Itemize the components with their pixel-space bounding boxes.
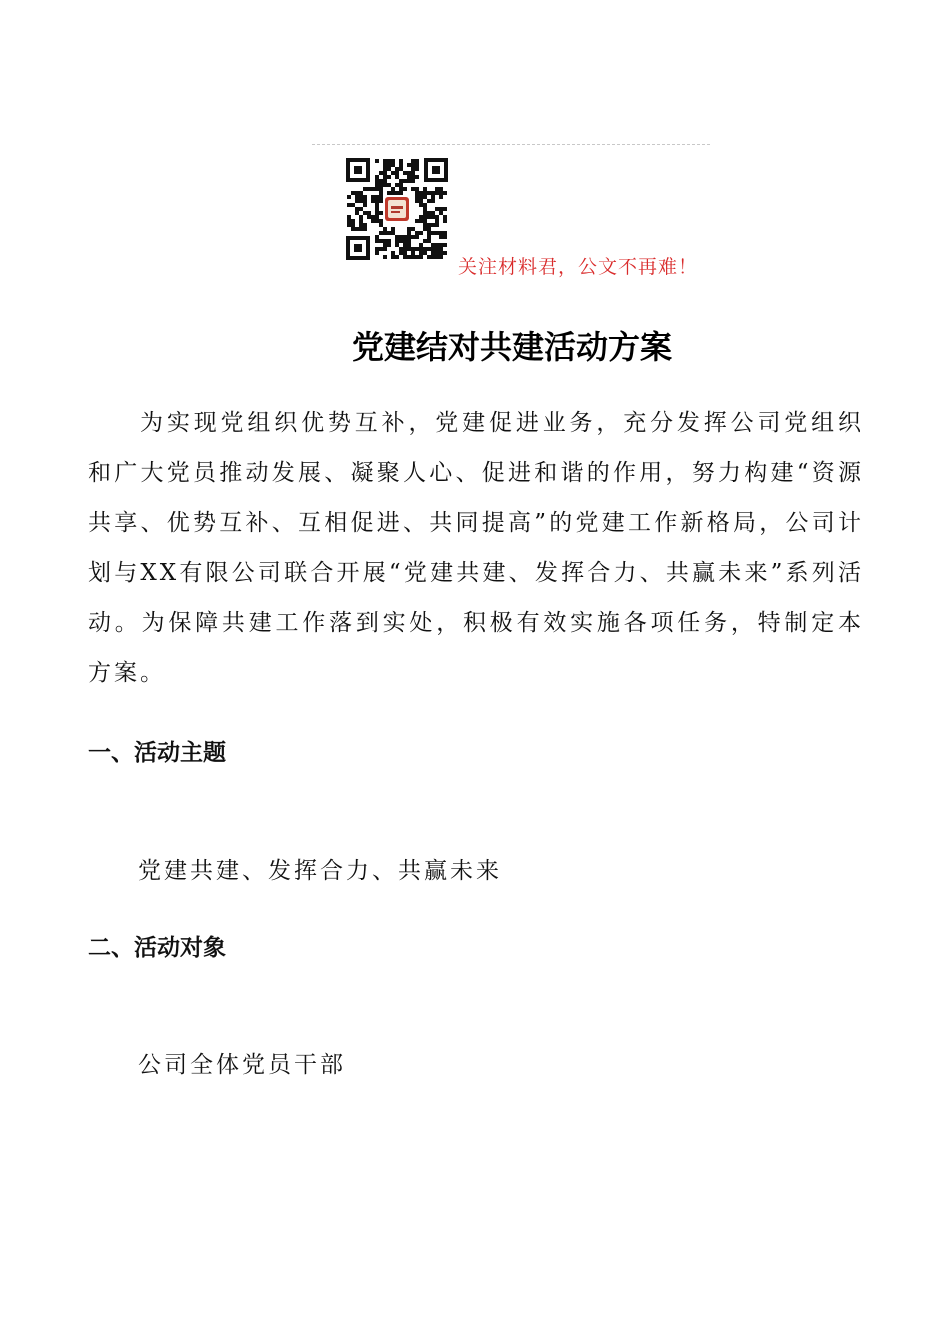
center-logo-icon — [385, 197, 409, 221]
section-content-theme: 党建共建、发挥合力、共赢未来 — [138, 858, 502, 884]
intro-paragraph: 为实现党组织优势互补，党建促进业务，充分发挥公司党组织和广大党员推动发展、凝聚人心、促进和谐的作用，努力构建“资源共享、优势互补、互相促进、共同提高”的党建工作新格局，公司计划与XX有限公司联合开展“党建共建、发挥合力、共赢未来”系列活动。为保障共建工作落到实处，积极有效实施各项任务，特制定本方案。 — [88, 410, 864, 686]
section-heading-theme: 一、活动主题 — [88, 740, 226, 766]
dashed-divider — [312, 144, 710, 145]
qr-banner — [312, 144, 710, 284]
section-content-target: 公司全体党员干部 — [138, 1052, 346, 1078]
qr-code-icon[interactable] — [344, 156, 450, 262]
section-heading-target: 二、活动对象 — [88, 935, 226, 961]
slogan-text: 关注材料君，公文不再难！ — [458, 256, 699, 278]
document-title: 党建结对共建活动方案 — [351, 328, 672, 366]
